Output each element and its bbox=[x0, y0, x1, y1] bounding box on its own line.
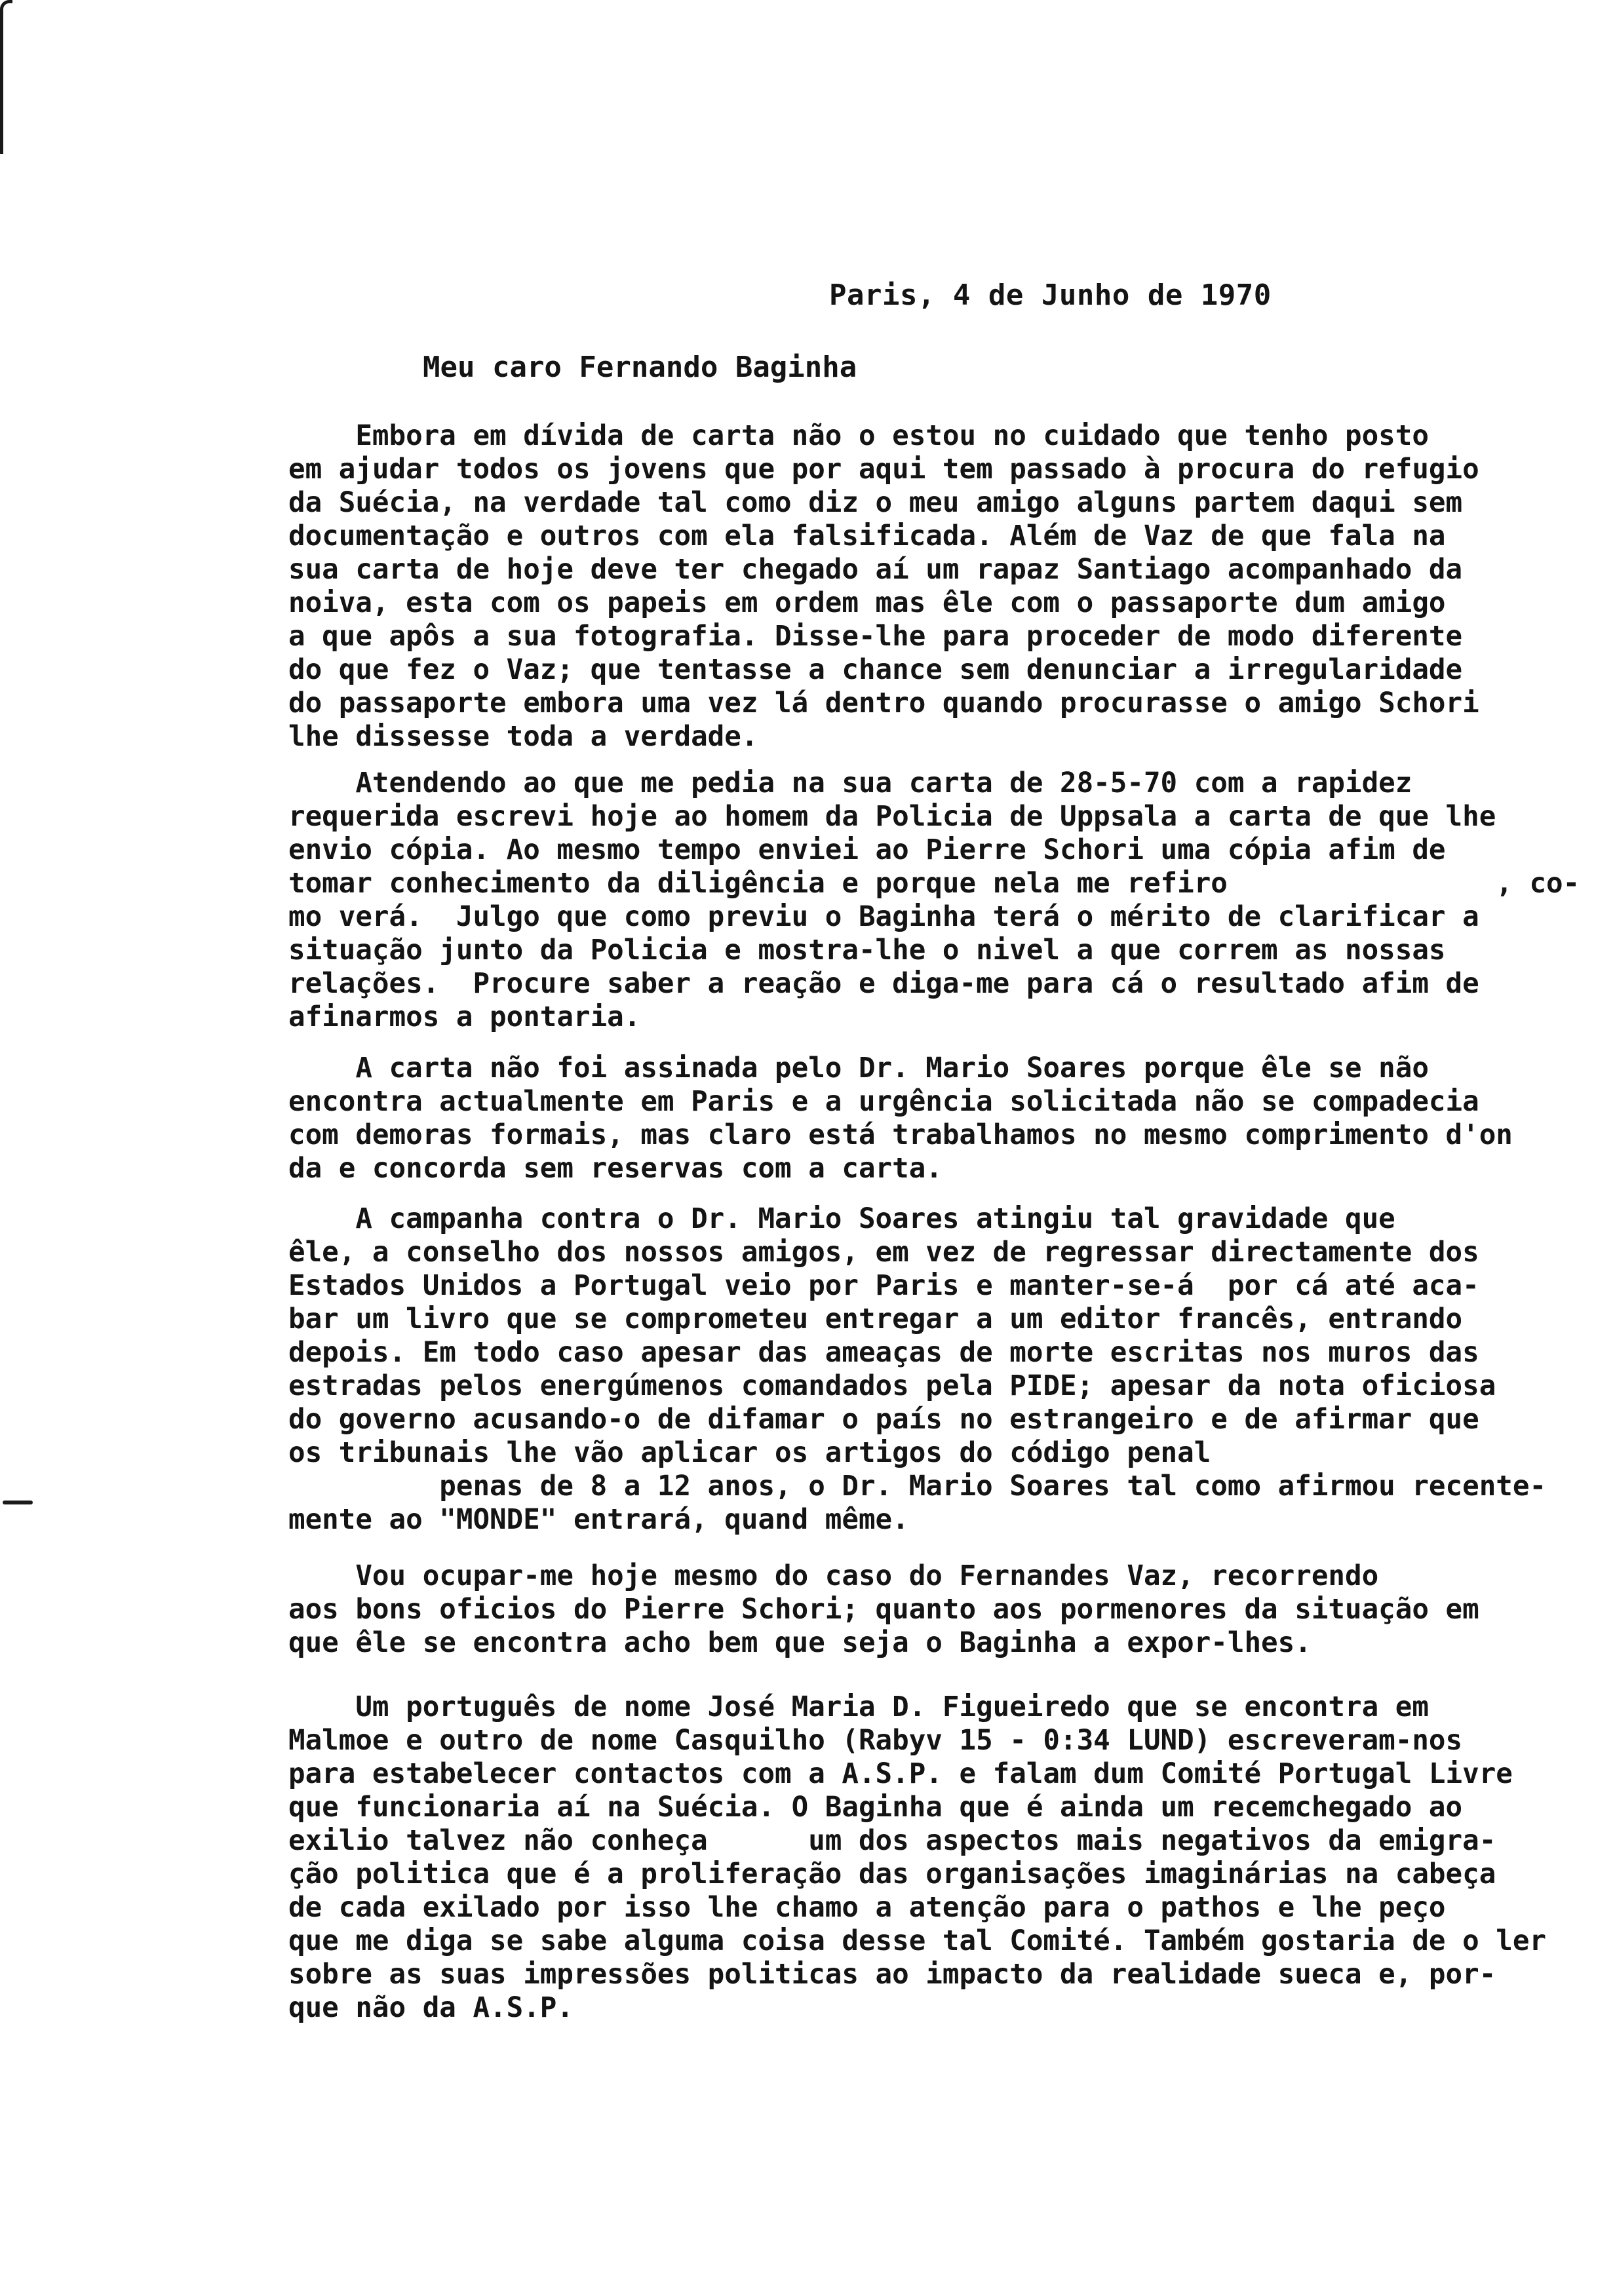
text-line: aos bons oficios do Pierre Schori; quanto aos pormenores da situação em bbox=[288, 1594, 1479, 1626]
text-line: depois. Em todo caso apesar das ameaças de morte escritas nos muros das bbox=[288, 1337, 1479, 1369]
margin-tick-mark bbox=[3, 1501, 33, 1504]
text-line: de cada exilado por isso lhe chamo a atenção para o pathos e lhe peço bbox=[288, 1892, 1446, 1924]
text-line: que não da A.S.P. bbox=[288, 1992, 574, 2024]
text-line: Estados Unidos a Portugal veio por Paris e manter-se-á por cá até aca- bbox=[288, 1270, 1479, 1302]
text-line: sobre as suas impressões politicas ao impacto da realidade sueca e, por- bbox=[288, 1959, 1496, 1991]
text-line: que me diga se sabe alguma coisa desse tal Comité. Também gostaria de o ler bbox=[288, 1925, 1547, 1957]
paragraph-1 bbox=[288, 419, 1560, 754]
date-line: Paris, 4 de Junho de 1970 bbox=[829, 278, 1272, 312]
text-line: da Suécia, na verdade tal como diz o meu amigo alguns partem daqui sem bbox=[288, 487, 1463, 519]
text-line: bar um livro que se comprometeu entregar a um editor francês, entrando bbox=[288, 1303, 1463, 1335]
paragraph-5 bbox=[288, 1559, 1560, 1660]
text-line: envio cópia. Ao mesmo tempo enviei ao Pierre Schori uma cópia afim de bbox=[288, 834, 1446, 866]
text-line: Um português de nome José Maria D. Figueiredo que se encontra em bbox=[288, 1691, 1429, 1723]
text-line: do governo acusando-o de difamar o país no estrangeiro e de afirmar que bbox=[288, 1404, 1479, 1436]
text-line: mente ao "MONDE" entrará, quand même. bbox=[288, 1504, 909, 1536]
text-line: que funcionaria aí na Suécia. O Baginha que é ainda um recemchegado ao bbox=[288, 1791, 1463, 1824]
paragraph-2 bbox=[288, 767, 1580, 1034]
text-line: afinarmos a pontaria. bbox=[288, 1001, 641, 1033]
salutation: Meu caro Fernando Baginha bbox=[423, 351, 857, 384]
paragraph-4 bbox=[288, 1202, 1560, 1537]
text-line: penas de 8 a 12 anos, o Dr. Mario Soares tal como afirmou recente- bbox=[288, 1470, 1547, 1502]
text-line: requerida escrevi hoje ao homem da Policia de Uppsala a carta de que lhe bbox=[288, 801, 1496, 833]
paragraph-6 bbox=[288, 1691, 1560, 2025]
text-line: em ajudar todos os jovens que por aqui tem passado à procura do refugio bbox=[288, 453, 1479, 486]
text-line: situação junto da Policia e mostra-lhe o nivel a que correm as nossas bbox=[288, 934, 1446, 966]
text-line: Vou ocupar-me hoje mesmo do caso do Fernandes Vaz, recorrendo bbox=[288, 1560, 1379, 1592]
text-line: relações. Procure saber a reação e diga-me para cá o resultado afim de bbox=[288, 968, 1479, 1000]
text-line: estradas pelos energúmenos comandados pela PIDE; apesar da nota oficiosa bbox=[288, 1370, 1496, 1402]
text-line: para estabelecer contactos com a A.S.P. e falam dum Comité Portugal Livre bbox=[288, 1758, 1513, 1790]
text-line: a que apôs a sua fotografia. Disse-lhe para proceder de modo diferente bbox=[288, 621, 1463, 653]
text-line: encontra actualmente em Paris e a urgência solicitada não se compadecia bbox=[288, 1086, 1479, 1118]
paragraph-3 bbox=[288, 1052, 1560, 1185]
text-line: noiva, esta com os papeis em ordem mas êle com o passaporte dum amigo bbox=[288, 587, 1446, 619]
text-line: mo verá. Julgo que como previu o Baginha terá o mérito de clarificar a bbox=[288, 901, 1479, 933]
text-line: do que fez o Vaz; que tentasse a chance sem denunciar a irregularidade bbox=[288, 654, 1463, 686]
text-line: ção politica que é a proliferação das organisações imaginárias na cabeça bbox=[288, 1858, 1496, 1890]
text-line: Malmoe e outro de nome Casquilho (Rabyv 15 - 0:34 LUND) escreveram-nos bbox=[288, 1725, 1463, 1757]
text-line: Atendendo ao que me pedia na sua carta de 28-5-70 com a rapidez bbox=[288, 767, 1412, 799]
text-line: do passaporte embora uma vez lá dentro quando procurasse o amigo Schori bbox=[288, 687, 1479, 719]
text-line: sua carta de hoje deve ter chegado aí um rapaz Santiago acompanhado da bbox=[288, 554, 1463, 586]
text-line: com demoras formais, mas claro está trabalhamos no mesmo comprimento d'on bbox=[288, 1119, 1513, 1151]
text-line: A campanha contra o Dr. Mario Soares atingiu tal gravidade que bbox=[288, 1203, 1395, 1235]
text-line: êle, a conselho dos nossos amigos, em vez de regressar directamente dos bbox=[288, 1236, 1479, 1269]
text-line: documentação e outros com ela falsificada. Além de Vaz de que fala na bbox=[288, 520, 1446, 552]
text-line: os tribunais lhe vão aplicar os artigos do código penal bbox=[288, 1437, 1211, 1469]
text-line: tomar conhecimento da diligência e porque nela me refiro , co- bbox=[288, 868, 1580, 900]
text-line: Embora em dívida de carta não o estou no cuidado que tenho posto bbox=[288, 420, 1429, 452]
text-line: que êle se encontra acho bem que seja o Baginha a expor-lhes. bbox=[288, 1627, 1312, 1659]
text-line: A carta não foi assinada pelo Dr. Mario Soares porque êle se não bbox=[288, 1052, 1429, 1084]
page-edge-mark bbox=[0, 0, 12, 154]
text-line: da e concorda sem reservas com a carta. bbox=[288, 1153, 943, 1185]
text-line: exilio talvez não conheça um dos aspectos mais negativos da emigra- bbox=[288, 1825, 1496, 1857]
text-line: lhe dissesse toda a verdade. bbox=[288, 721, 758, 753]
